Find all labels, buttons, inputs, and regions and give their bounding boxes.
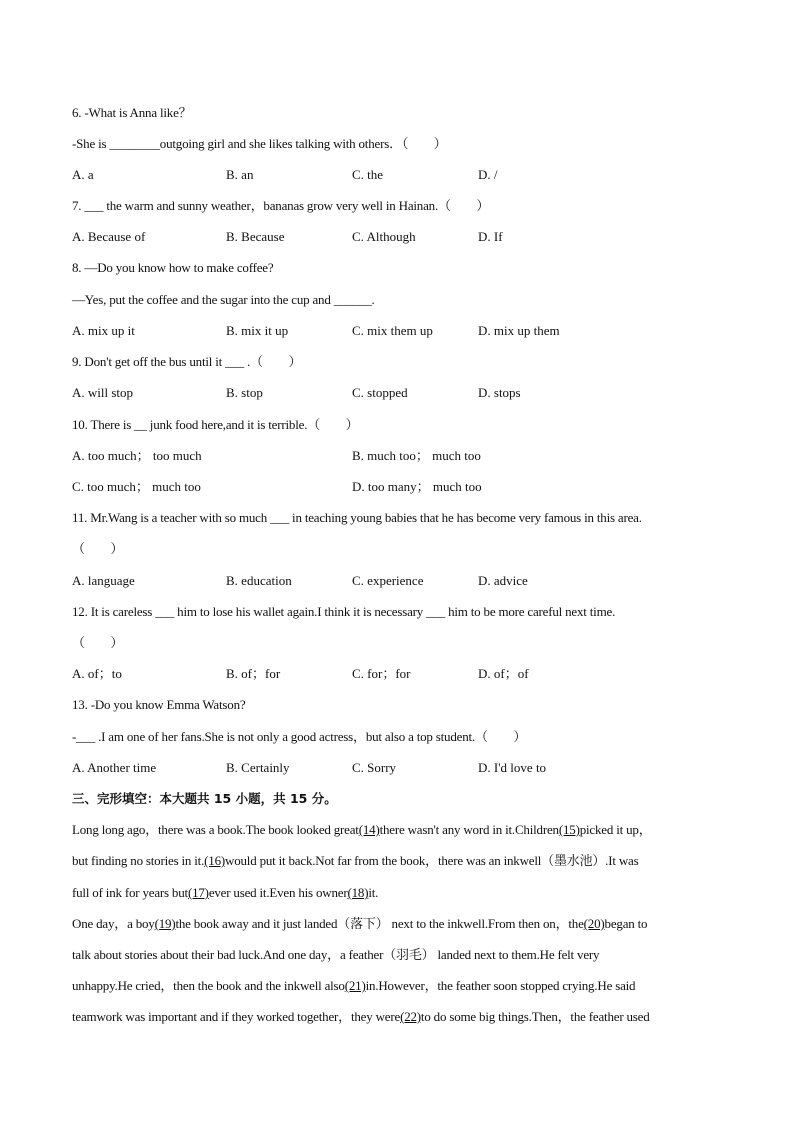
question-11-stem: 11. Mr.Wang is a teacher with so much ___ in teaching young babies that he has become very famous in this area. xyxy=(72,510,642,525)
question-7-option-c[interactable]: C. Although xyxy=(352,229,416,244)
question-7-stem: 7. ___ the warm and sunny weather，bananas grow very well in Hainan.（ ） xyxy=(72,198,490,213)
question-7-option-d[interactable]: D. If xyxy=(478,229,503,244)
question-8-option-d[interactable]: D. mix up them xyxy=(478,323,560,338)
question-12-option-c[interactable]: C. for；for xyxy=(352,666,411,681)
passage-line-6 xyxy=(72,978,635,994)
question-13-stem: 13. -Do you know Emma Watson? xyxy=(72,697,246,712)
blank-15[interactable]: (15) xyxy=(558,822,580,837)
question-13-answer-line: -___ .I am one of her fans.She is not only a good actress，but also a top student.（ ） xyxy=(72,729,527,744)
passage-text: teamwork was important and if they worked together，they were xyxy=(72,1009,401,1024)
passage-line-3 xyxy=(72,885,378,901)
question-6-answer-line: -She is ________outgoing girl and she likes talking with others．（ ） xyxy=(72,136,447,151)
passage-line-5: talk about stories about their bad luck.And one day，a feather（羽毛） landed next to them.He felt very xyxy=(72,947,600,962)
passage-text: Long long ago，there was a book.The book looked great xyxy=(72,822,359,837)
question-13-option-a[interactable]: A. Another time xyxy=(72,760,157,775)
question-7-option-b[interactable]: B. Because xyxy=(226,229,285,244)
blank-17[interactable]: (17) xyxy=(187,885,209,900)
question-6-option-b[interactable]: B. an xyxy=(226,167,254,182)
question-10-option-b[interactable]: B. much too； much too xyxy=(352,448,481,463)
question-9-option-a[interactable]: A. will stop xyxy=(72,385,134,400)
question-12-answer-bracket: （ ） xyxy=(72,635,124,650)
question-13-option-c[interactable]: C. Sorry xyxy=(352,760,397,775)
passage-text: the book away and it just landed（落下） next to the inkwell.From then on，the xyxy=(175,916,584,931)
question-7-option-a[interactable]: A. Because of xyxy=(72,229,146,244)
question-11-option-d[interactable]: D. advice xyxy=(478,573,528,588)
blank-18[interactable]: (18) xyxy=(347,885,369,900)
question-8-option-b[interactable]: B. mix it up xyxy=(226,323,289,338)
question-12-stem: 12. It is careless ___ him to lose his wallet again.I think it is necessary ___ him to be more careful next time. xyxy=(72,604,616,619)
question-11-answer-bracket: （ ） xyxy=(72,541,124,556)
question-11-option-c[interactable]: C. experience xyxy=(352,573,424,588)
passage-text: would put it back.Not far from the book，there was an inkwell（墨水池）.It was xyxy=(225,853,639,868)
blank-19[interactable]: (19) xyxy=(154,916,176,931)
question-8-answer-line: —Yes, put the coffee and the sugar into the cup and ______. xyxy=(72,292,375,307)
passage-text: to do some big things.Then，the feather used xyxy=(420,1009,650,1024)
question-10-stem: 10. There is __ junk food here,and it is terrible.（ ） xyxy=(72,417,359,432)
question-9-option-c[interactable]: C. stopped xyxy=(352,385,408,400)
passage-text: began to xyxy=(604,916,648,931)
question-12-option-b[interactable]: B. of；for xyxy=(226,666,281,681)
question-9-stem: 9. Don't get off the bus until it ___ .（ ） xyxy=(72,354,302,369)
passage-line-4 xyxy=(72,916,647,932)
blank-22[interactable]: (22) xyxy=(400,1009,421,1024)
blank-14[interactable]: (14) xyxy=(358,822,380,837)
question-12-option-a[interactable]: A. of；to xyxy=(72,666,122,681)
section-heading: 三、完形填空：本大题共 15 小题，共 15 分。 xyxy=(72,791,337,806)
question-6-stem: 6. -What is Anna like？ xyxy=(72,105,192,120)
passage-line-7 xyxy=(72,1009,650,1025)
passage-text: there wasn't any word in it.Children xyxy=(379,822,559,837)
question-13-option-d[interactable]: D. I'd love to xyxy=(478,760,547,775)
passage-line-2 xyxy=(72,853,638,869)
question-10-option-a[interactable]: A. too much； too much xyxy=(72,448,202,463)
question-8-option-c[interactable]: C. mix them up xyxy=(352,323,433,338)
blank-16[interactable]: (16) xyxy=(204,853,226,868)
passage-text: unhappy.He cried，then the book and the inkwell also xyxy=(72,978,345,993)
question-11-option-a[interactable]: A. language xyxy=(72,573,135,588)
passage-text: it. xyxy=(368,885,379,900)
question-6-option-d[interactable]: D. / xyxy=(478,167,498,182)
passage-text: but finding no stories in it. xyxy=(72,853,205,868)
passage-text: in.However，the feather soon stopped crying.He said xyxy=(365,978,636,993)
blank-20[interactable]: (20) xyxy=(583,916,605,931)
blank-21[interactable]: (21) xyxy=(344,978,366,993)
question-11-option-b[interactable]: B. education xyxy=(226,573,292,588)
question-13-option-b[interactable]: B. Certainly xyxy=(226,760,290,775)
passage-text: full of ink for years but xyxy=(72,885,188,900)
passage-text: picked it up， xyxy=(579,822,652,837)
question-6-option-c[interactable]: C. the xyxy=(352,167,384,182)
question-8-option-a[interactable]: A. mix up it xyxy=(72,323,135,338)
question-6-option-a[interactable]: A. a xyxy=(72,167,94,182)
passage-text: ever used it.Even his owner xyxy=(208,885,348,900)
passage-text: One day，a boy xyxy=(72,916,155,931)
question-10-option-d[interactable]: D. too many； much too xyxy=(352,479,482,494)
passage-line-1 xyxy=(72,822,652,838)
question-12-option-d[interactable]: D. of；of xyxy=(478,666,529,681)
question-9-option-b[interactable]: B. stop xyxy=(226,385,263,400)
question-9-option-d[interactable]: D. stops xyxy=(478,385,521,400)
question-10-option-c[interactable]: C. too much； much too xyxy=(72,479,201,494)
question-8-stem: 8. —Do you know how to make coffee? xyxy=(72,260,274,275)
